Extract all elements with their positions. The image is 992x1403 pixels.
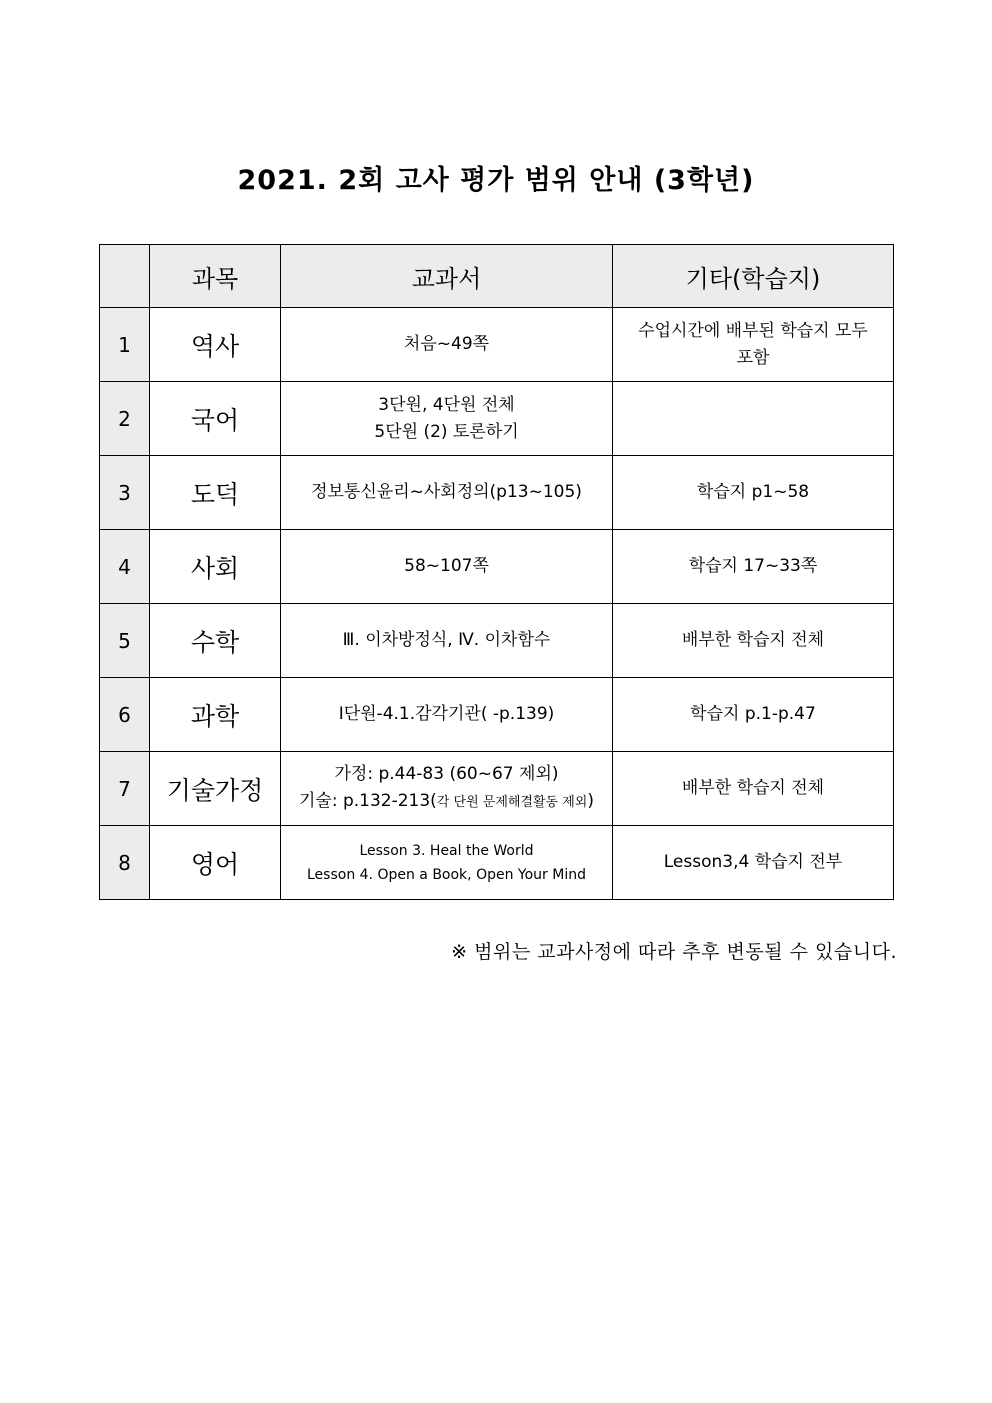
row-number: 2 [100,382,150,456]
textbook-line: Ⅲ. 이차방정식, Ⅳ. 이차함수 [342,630,551,650]
textbook-line: Lesson 4. Open a Book, Open Your Mind [307,866,586,883]
textbook-line: 58~107쪽 [404,556,489,576]
row-textbook [281,604,613,678]
table-header-row [100,245,894,308]
other-line: 배부한 학습지 전체 [681,630,825,650]
row-number: 4 [100,530,150,604]
page-title: 2021. 2회 고사 평가 범위 안내 (3학년) [237,165,755,196]
row-subject: 역사 [150,308,281,382]
row-subject: 영어 [150,826,281,900]
row-textbook [281,456,613,530]
row-other [613,382,894,456]
other-line: 배부한 학습지 전체 [681,778,825,798]
row-other [613,678,894,752]
header-number [100,245,150,308]
header-textbook: 교과서 [281,245,613,308]
textbook-line: 5단원 (2) 토론하기 [374,421,519,442]
textbook-line-start: 기술: p.132-213( [298,791,437,811]
other-line: 학습지 17~33쪽 [688,556,818,576]
row-subject: 수학 [150,604,281,678]
row-number: 7 [100,752,150,826]
row-textbook [281,382,613,456]
row-subject: 도덕 [150,456,281,530]
table-row [100,530,894,604]
row-textbook [281,308,613,382]
row-number: 8 [100,826,150,900]
row-textbook [281,530,613,604]
row-number: 6 [100,678,150,752]
row-other [613,604,894,678]
row-subject: 기술가정 [150,752,281,826]
row-other [613,530,894,604]
row-subject: 사회 [150,530,281,604]
other-line: 수업시간에 배부된 학습지 모두 [638,320,868,341]
row-other [613,826,894,900]
header-subject: 과목 [150,245,281,308]
textbook-line: 가정: p.44-83 (60~67 제외) [334,764,559,784]
textbook-line: 3단원, 4단원 전체 [378,394,515,415]
row-textbook [281,752,613,826]
other-line: 포함 [736,347,770,368]
textbook-line-note: 각 단원 문제해결활동 제외 [436,795,588,810]
row-textbook [281,826,613,900]
row-textbook [281,678,613,752]
exam-range-table [99,244,894,900]
textbook-line: 정보통신윤리~사회정의(p13~105) [311,482,582,502]
table-row [100,752,894,826]
row-number: 5 [100,604,150,678]
table-row [100,604,894,678]
textbook-line [287,788,606,816]
textbook-line: Ⅰ단원-4.1.감각기관( -p.139) [338,704,555,724]
table-row [100,456,894,530]
table-row [100,678,894,752]
textbook-line: 처음~49쪽 [403,334,490,354]
header-other: 기타(학습지) [613,245,894,308]
footnote: ※ 범위는 교과사정에 따라 추후 변동될 수 있습니다. [451,941,897,963]
table-row [100,826,894,900]
row-subject: 과학 [150,678,281,752]
other-line: 학습지 p1~58 [696,482,810,502]
other-line: 학습지 p.1-p.47 [690,704,816,724]
textbook-line: Lesson 3. Heal the World [359,842,534,859]
row-other [613,752,894,826]
row-number: 1 [100,308,150,382]
other-line: Lesson3,4 학습지 전부 [663,852,843,872]
row-other [613,456,894,530]
textbook-line-end: ) [587,791,595,811]
table-row [100,308,894,382]
row-other [613,308,894,382]
table-row [100,382,894,456]
row-number: 3 [100,456,150,530]
row-subject: 국어 [150,382,281,456]
